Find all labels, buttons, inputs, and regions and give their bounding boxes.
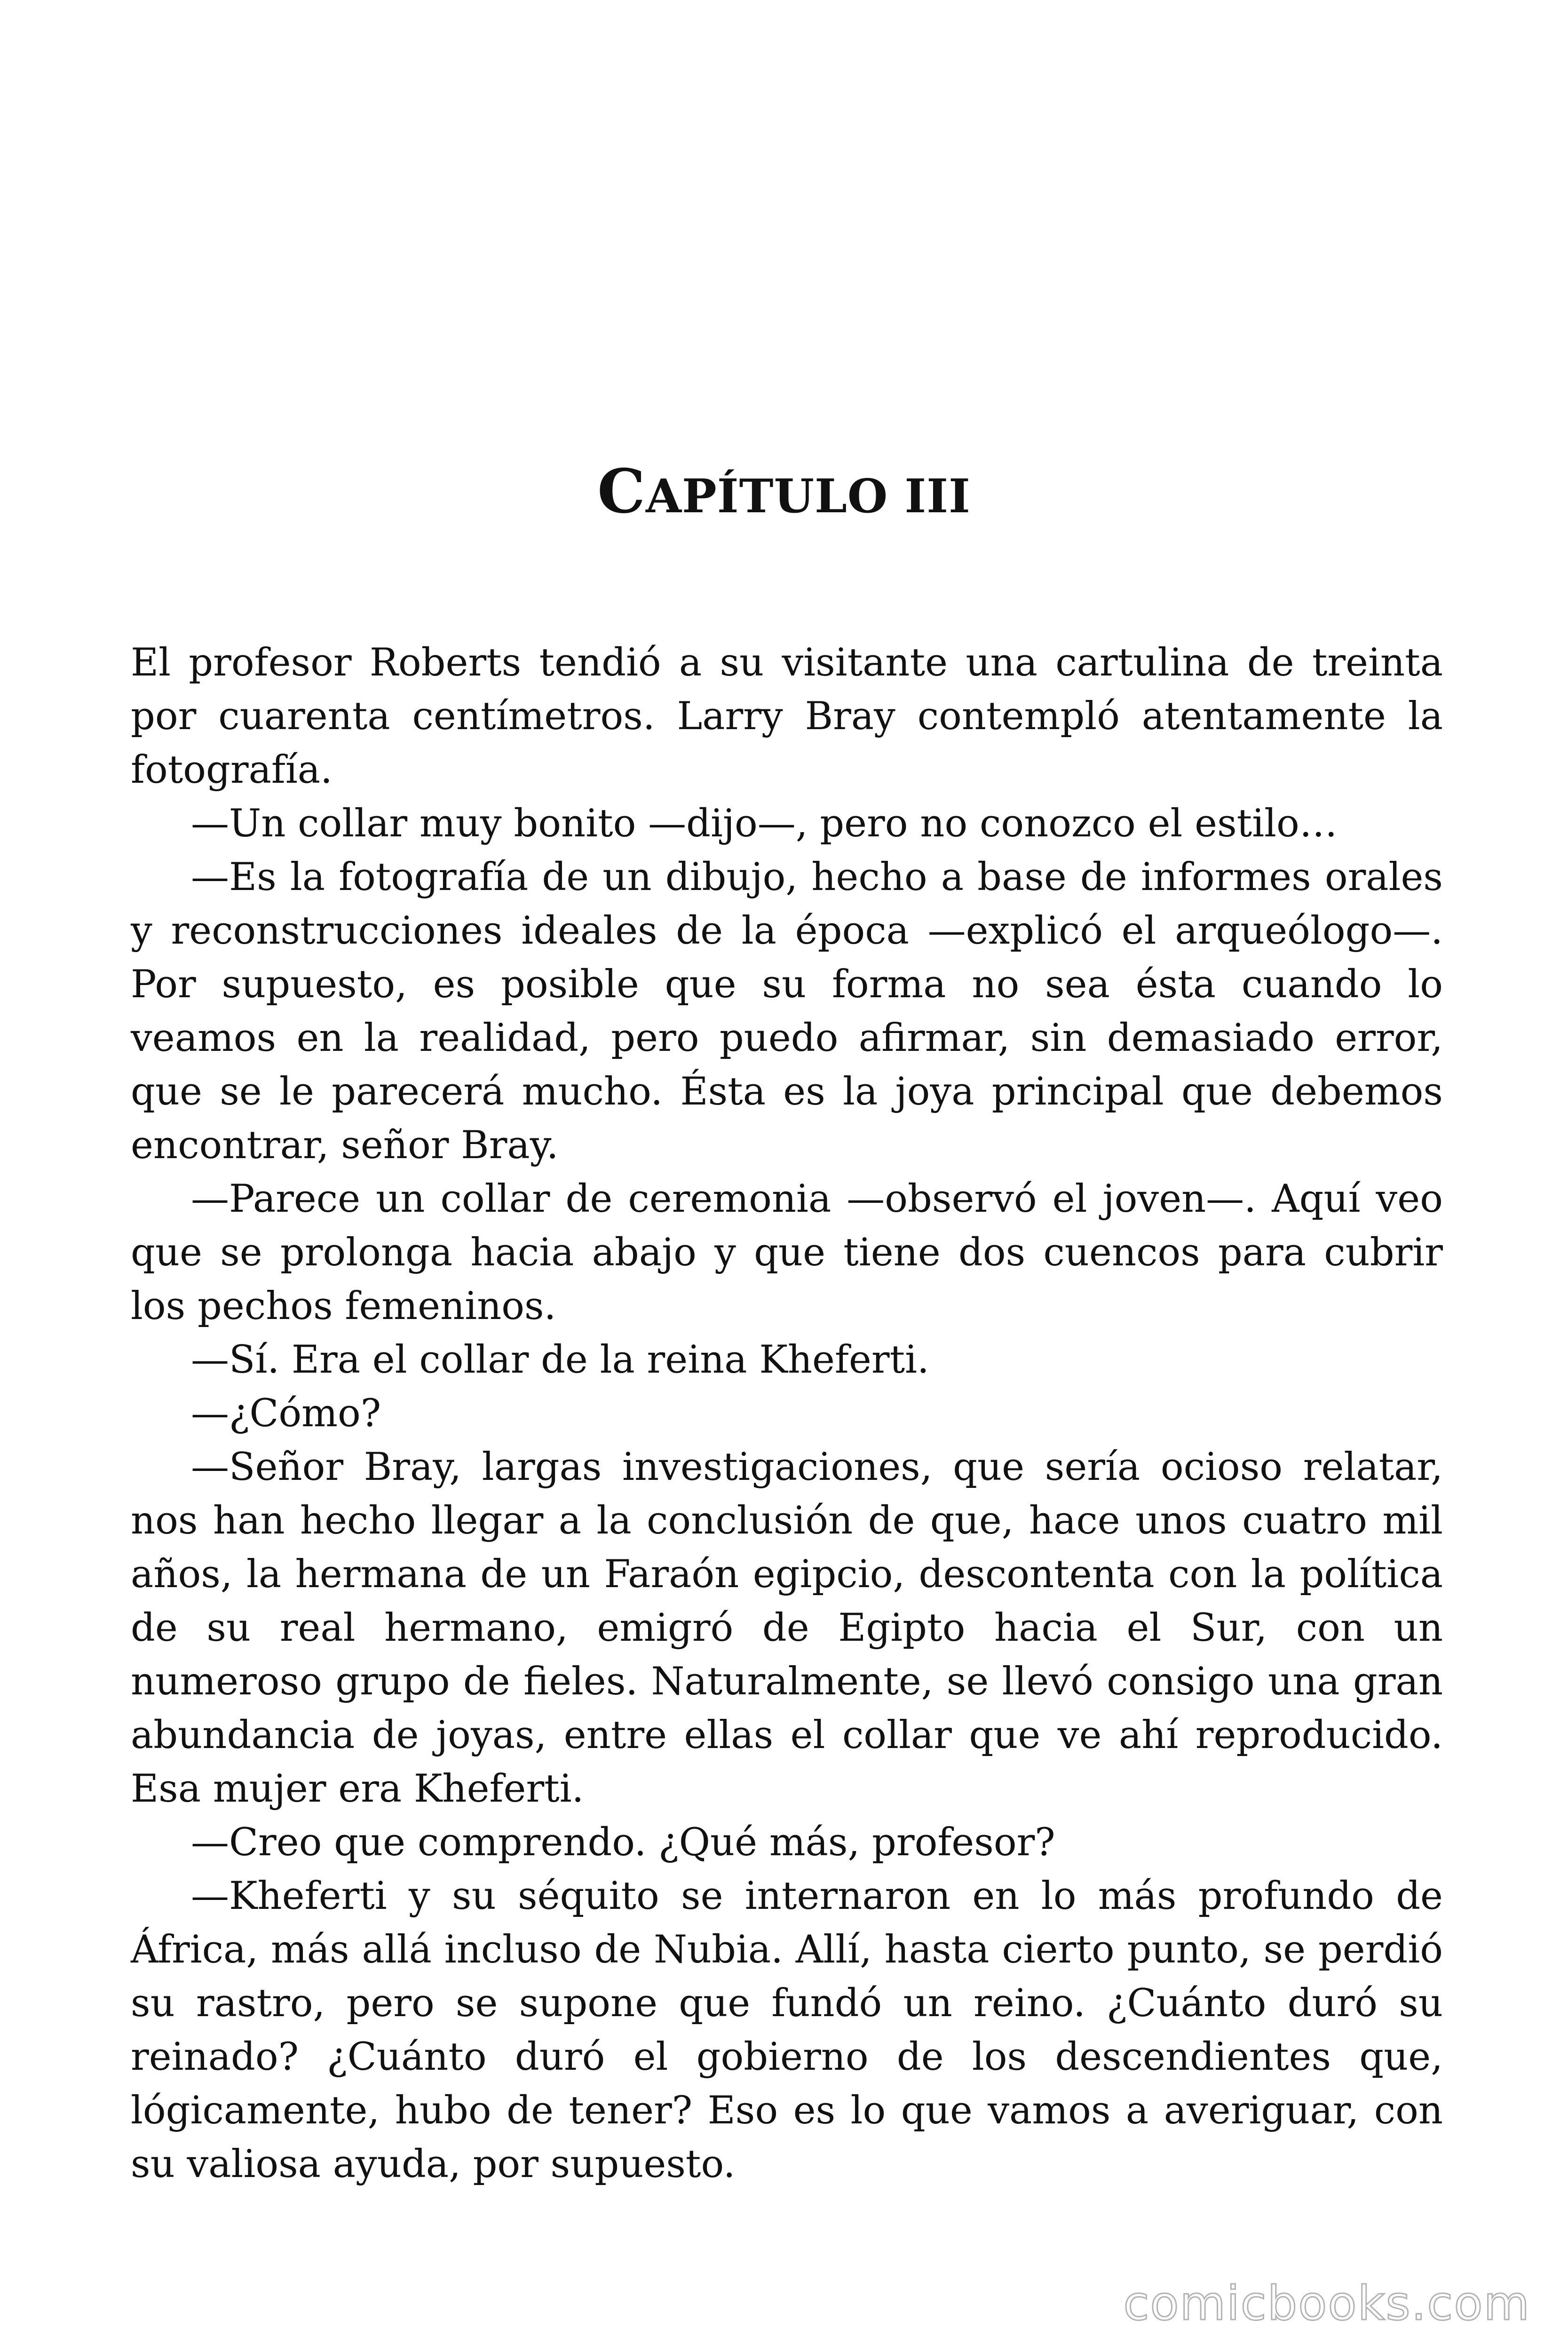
paragraph-6: —¿Cómo? <box>191 1391 381 1436</box>
paragraph-7: —Señor Bray, largas investigaciones, que sería ocioso relatar, nos han hecho llegar a la conclusión de que, hace unos cuatro mil años, la hermana de un Faraón egipcio, descontenta con la política de su real hermano, emigró de Egipto hacia el Sur, con un numeroso grupo de fieles. Naturalmente, se llevó consigo una gran abundancia de joyas, entre ellas el collar que ve ahí reproducido. Esa mujer era Kheferti. <box>131 1445 1443 1811</box>
paragraph-1: El profesor Roberts tendió a su visitante una cartulina de treinta por cuarenta centímetros. Larry Bray contempló atentamente la fotografía. <box>131 641 1443 792</box>
paragraph-3: —Es la fotografía de un dibujo, hecho a base de informes orales y reconstrucciones ideales de la época —explicó el arqueólogo—. Por supuesto, es posible que su forma no sea ésta cuando lo veamos en la realidad, pero puedo afirmar, sin demasiado error, que se le parecerá mucho. Ésta es la joya principal que debemos encontrar, señor Bray. <box>131 855 1443 1168</box>
chapter-title-initial: C <box>597 456 646 527</box>
paragraph-5: —Sí. Era el collar de la reina Kheferti. <box>191 1338 929 1382</box>
chapter-body <box>131 636 1443 2191</box>
watermark-logo: comicbooks.com <box>1123 2276 1530 2331</box>
paragraph-8: —Creo que comprendo. ¿Qué más, profesor? <box>191 1820 1055 1865</box>
paragraph-9: —Kheferti y su séquito se internaron en lo más profundo de África, más allá incluso de Nubia. Allí, hasta cierto punto, se perdió su rastro, pero se supone que fundó un reino. ¿Cuánto duró su reinado? ¿Cuánto duró el gobierno de los descendientes que, lógicamente, hubo de tener? Eso es lo que vamos a averiguar, con su valiosa ayuda, por supuesto. <box>131 1874 1443 2186</box>
chapter-title <box>0 456 1568 530</box>
chapter-title-rest: APÍTULO III <box>646 469 971 524</box>
paragraph-4: —Parece un collar de ceremonia —observó el joven—. Aquí veo que se prolonga hacia abajo y que tiene dos cuencos para cubrir los pechos femeninos. <box>131 1177 1443 1328</box>
paragraph-2: —Un collar muy bonito —dijo—, pero no conozco el estilo… <box>191 802 1338 846</box>
